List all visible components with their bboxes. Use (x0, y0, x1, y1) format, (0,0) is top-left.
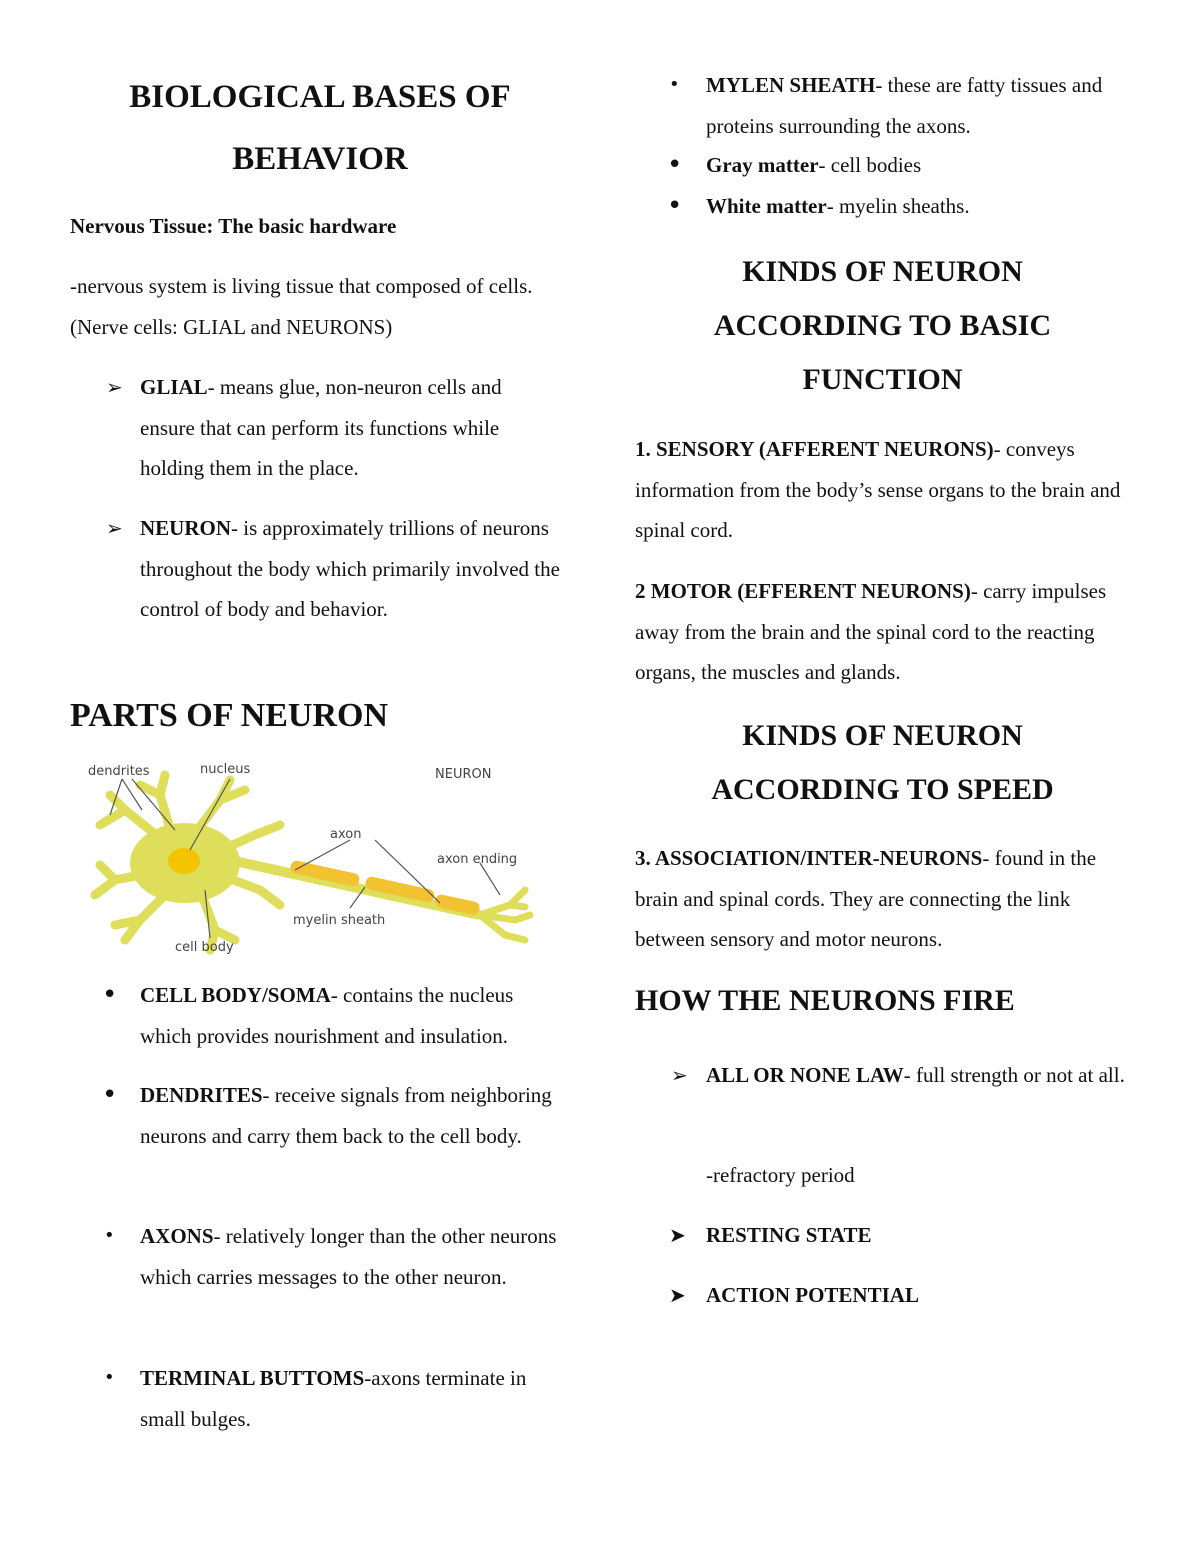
bullet-icon: • (104, 1367, 115, 1388)
bullet-icon: • (104, 1225, 115, 1246)
bullet-icon: • (667, 150, 683, 180)
arrow-bullet-icon: ➢ (106, 375, 123, 399)
label-myelin-sheath: myelin sheath (293, 913, 386, 928)
neuron-diagram (80, 755, 550, 960)
myelin-sheath-shape (289, 860, 480, 916)
axon-ending-shape (480, 890, 530, 940)
fire-heading: HOW THE NEURONS FIRE (635, 984, 1015, 1017)
arrow-bullet-icon: ➤ (669, 1223, 686, 1247)
label-neuron: NEURON (435, 767, 492, 782)
label-cell-body: cell body (175, 940, 234, 955)
bullet-icon: • (102, 1080, 118, 1110)
arrow-bullet-icon: ➢ (671, 1063, 688, 1087)
intro-paragraph: -nervous system is living tissue that composed of cells. (Nerve cells: GLIAL and NEURONS) (70, 274, 533, 339)
term-glial: GLIAL (140, 375, 208, 399)
label-dendrites: dendrites (88, 764, 150, 779)
association-paragraph: 3. ASSOCIATION/INTER-NEURONS- found in the brain and spinal cords. They are connecting the link between sensory and motor neurons. (635, 846, 1097, 951)
bullet-icon: • (667, 191, 683, 221)
term-neuron: NEURON (140, 516, 232, 540)
bullet-icon: • (102, 980, 118, 1010)
arrow-bullet-icon: ➢ (106, 516, 123, 540)
section-subtitle: Nervous Tissue: The basic hardware (70, 214, 397, 238)
label-axon: axon (330, 827, 362, 842)
refractory-text: -refractory period (706, 1163, 855, 1187)
label-nucleus: nucleus (200, 762, 251, 777)
parts-heading: PARTS OF NEURON (70, 697, 389, 734)
motor-paragraph: 2 MOTOR (EFFERENT NEURONS)- carry impulses away from the brain and the spinal cord to the reacting organs, the muscles and glands. (635, 579, 1107, 684)
arrow-bullet-icon: ➤ (669, 1283, 686, 1307)
nucleus-shape (168, 848, 200, 874)
sensory-paragraph: 1. SENSORY (AFFERENT NEURONS)- conveys information from the body’s sense organs to the brain and spinal cord. (635, 437, 1121, 542)
bullet-icon: • (669, 74, 680, 95)
label-axon-ending: axon ending (437, 852, 518, 867)
basic-function-heading: KINDS OF NEURON ACCORDING TO BASIC FUNCTION (713, 255, 1052, 396)
speed-heading: KINDS OF NEURON ACCORDING TO SPEED (711, 719, 1054, 806)
page-title: BIOLOGICAL BASES OF BEHAVIOR (129, 79, 511, 177)
